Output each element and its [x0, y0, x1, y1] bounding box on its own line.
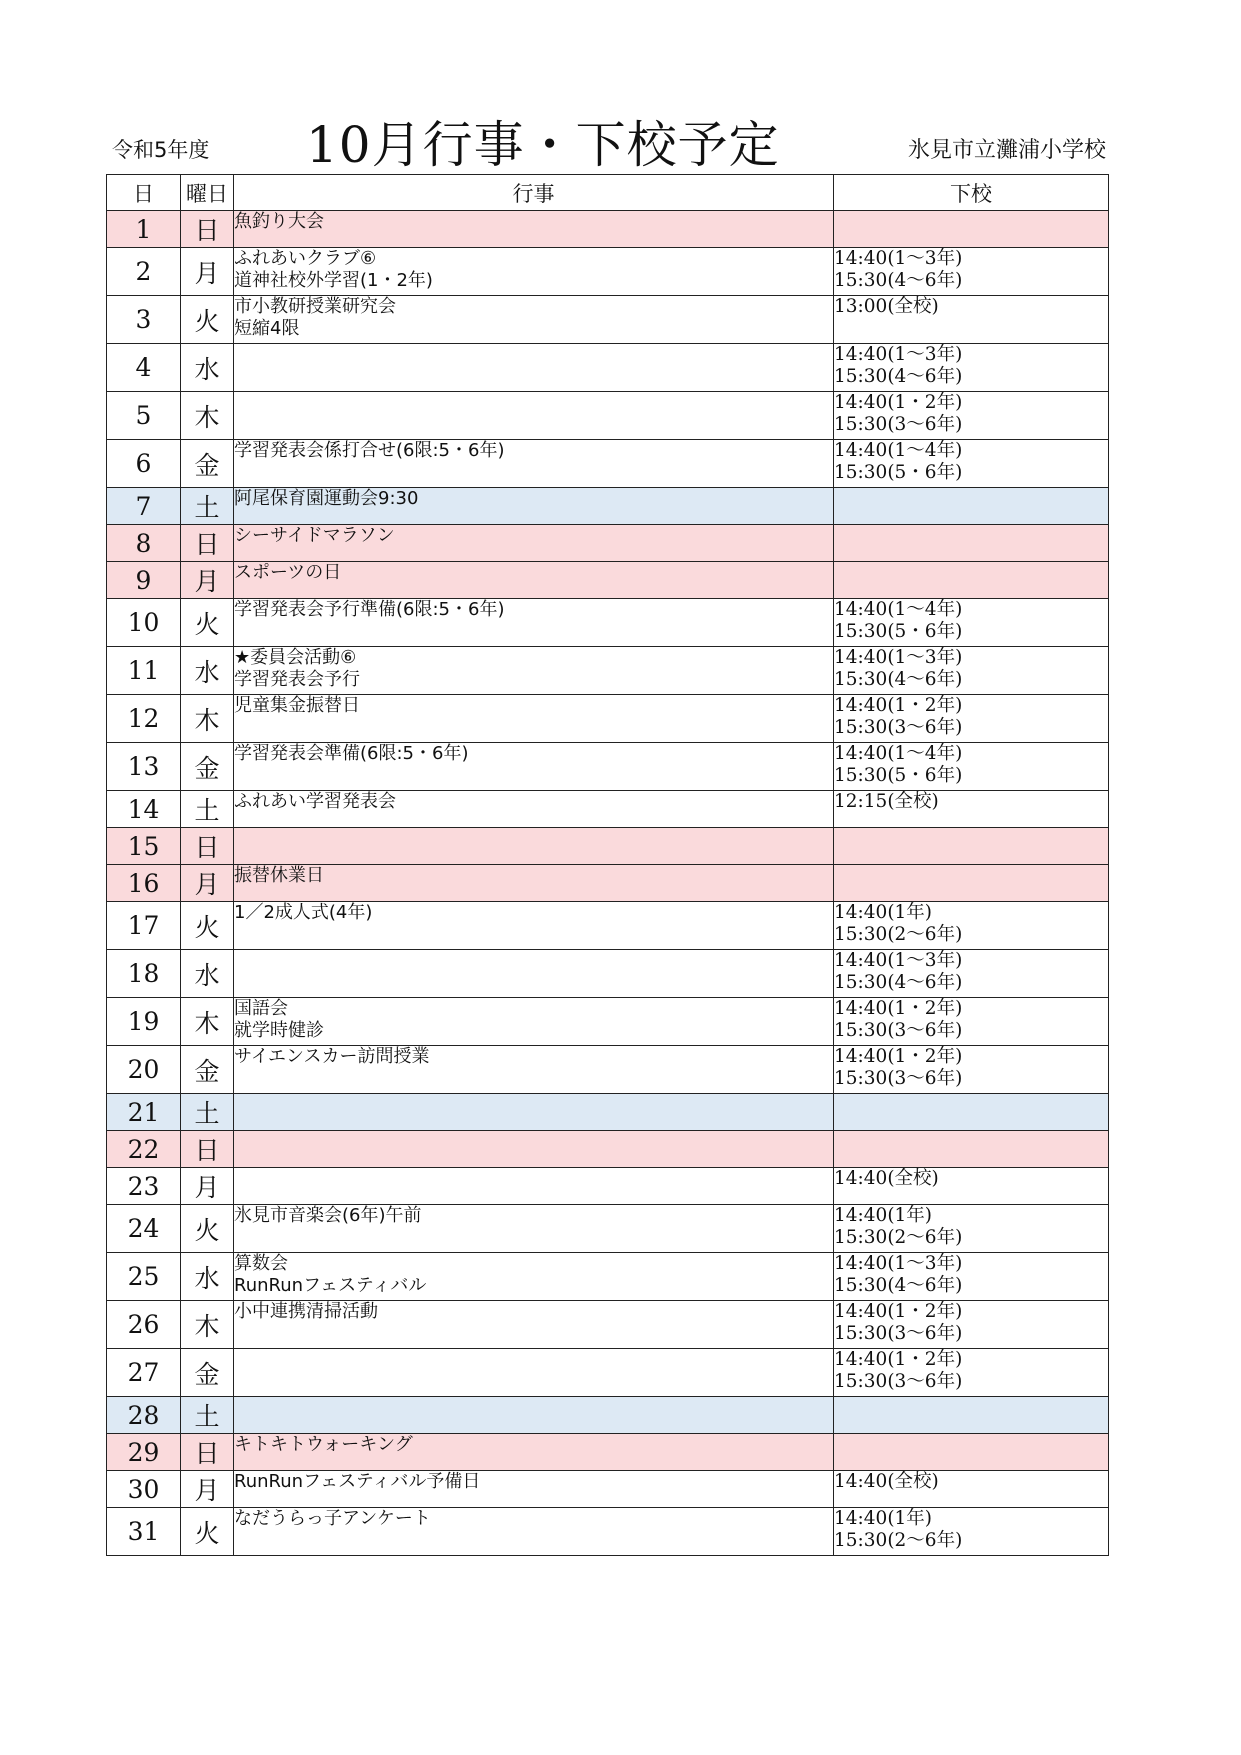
dismissal-time: 13:00(全校) — [834, 296, 939, 317]
weekday-cell: 火 — [181, 1205, 234, 1253]
event-text: 小中連携清掃活動 — [234, 1301, 378, 1322]
weekday-cell: 金 — [181, 1046, 234, 1094]
dismissal-cell — [834, 562, 1109, 599]
dismissal-time: 14:40(1～3年) — [834, 344, 963, 365]
weekday-cell: 木 — [181, 392, 234, 440]
event-text: シーサイドマラソン — [234, 525, 395, 546]
day-cell: 1 — [107, 211, 181, 248]
events-cell — [234, 1397, 834, 1434]
page-header — [106, 110, 1106, 174]
weekday-cell: 月 — [181, 1471, 234, 1508]
table-row — [107, 647, 1109, 695]
dismissal-time: 15:30(4～6年) — [834, 366, 963, 387]
day-cell: 27 — [107, 1349, 181, 1397]
column-header-events: 行事 — [234, 175, 834, 211]
table-row — [107, 1349, 1109, 1397]
events-cell — [234, 1205, 834, 1253]
weekday-cell: 月 — [181, 248, 234, 296]
dismissal-time: 14:40(1～3年) — [834, 950, 963, 971]
events-cell — [234, 1131, 834, 1168]
table-row — [107, 599, 1109, 647]
event-text: 1／2成人式(4年) — [234, 902, 373, 923]
dismissal-time: 15:30(3～6年) — [834, 1068, 963, 1089]
table-row — [107, 828, 1109, 865]
table-row — [107, 392, 1109, 440]
dismissal-cell — [834, 1349, 1109, 1397]
event-text: 市小教研授業研究会 — [234, 296, 396, 317]
table-row — [107, 902, 1109, 950]
events-cell — [234, 1349, 834, 1397]
table-row — [107, 1131, 1109, 1168]
weekday-cell: 水 — [181, 950, 234, 998]
event-text: サイエンスカー訪問授業 — [234, 1046, 430, 1067]
table-row — [107, 1397, 1109, 1434]
column-header-dismissal: 下校 — [834, 175, 1109, 211]
dismissal-cell — [834, 1508, 1109, 1556]
table-row — [107, 1434, 1109, 1471]
dismissal-time: 14:40(1～4年) — [834, 440, 963, 461]
events-cell — [234, 743, 834, 791]
dismissal-cell — [834, 392, 1109, 440]
dismissal-time: 15:30(4～6年) — [834, 270, 963, 291]
events-cell — [234, 599, 834, 647]
dismissal-cell — [834, 1046, 1109, 1094]
dismissal-cell — [834, 950, 1109, 998]
dismissal-time: 14:40(1・2年) — [834, 1046, 963, 1067]
events-cell — [234, 695, 834, 743]
event-text: 短縮4限 — [234, 318, 300, 339]
dismissal-time: 12:15(全校) — [834, 791, 939, 812]
event-text: 魚釣り大会 — [234, 211, 324, 232]
column-header-day: 日 — [107, 175, 181, 211]
day-cell: 21 — [107, 1094, 181, 1131]
weekday-cell: 日 — [181, 828, 234, 865]
day-cell: 29 — [107, 1434, 181, 1471]
table-row — [107, 1168, 1109, 1205]
dismissal-cell — [834, 488, 1109, 525]
events-cell — [234, 791, 834, 828]
dismissal-cell — [834, 1094, 1109, 1131]
day-cell: 20 — [107, 1046, 181, 1094]
dismissal-cell — [834, 647, 1109, 695]
events-cell — [234, 1301, 834, 1349]
dismissal-time: 14:40(1・2年) — [834, 392, 963, 413]
day-cell: 24 — [107, 1205, 181, 1253]
event-text: 振替休業日 — [234, 865, 324, 886]
events-cell — [234, 950, 834, 998]
table-row — [107, 1471, 1109, 1508]
event-text: 学習発表会準備(6限:5・6年) — [234, 743, 469, 764]
dismissal-cell — [834, 344, 1109, 392]
table-row — [107, 1094, 1109, 1131]
event-text: 就学時健診 — [234, 1020, 324, 1041]
day-cell: 28 — [107, 1397, 181, 1434]
day-cell: 23 — [107, 1168, 181, 1205]
table-header-row — [107, 175, 1109, 211]
dismissal-cell — [834, 1471, 1109, 1508]
event-text: ふれあい学習発表会 — [234, 791, 396, 812]
table-row — [107, 791, 1109, 828]
event-text: 学習発表会係打合せ(6限:5・6年) — [234, 440, 505, 461]
events-cell — [234, 998, 834, 1046]
day-cell: 6 — [107, 440, 181, 488]
day-cell: 9 — [107, 562, 181, 599]
weekday-cell: 日 — [181, 1131, 234, 1168]
weekday-cell: 木 — [181, 998, 234, 1046]
table-row — [107, 1205, 1109, 1253]
day-cell: 18 — [107, 950, 181, 998]
dismissal-time: 14:40(1・2年) — [834, 1349, 963, 1370]
dismissal-cell — [834, 1205, 1109, 1253]
weekday-cell: 日 — [181, 1434, 234, 1471]
dismissal-cell — [834, 440, 1109, 488]
events-cell — [234, 344, 834, 392]
dismissal-time: 15:30(4～6年) — [834, 972, 963, 993]
dismissal-time: 14:40(1～3年) — [834, 647, 963, 668]
dismissal-time: 15:30(3～6年) — [834, 414, 963, 435]
event-text: ふれあいクラブ⑥ — [234, 248, 377, 269]
day-cell: 4 — [107, 344, 181, 392]
dismissal-cell — [834, 211, 1109, 248]
day-cell: 5 — [107, 392, 181, 440]
dismissal-cell — [834, 1434, 1109, 1471]
dismissal-cell — [834, 902, 1109, 950]
day-cell: 30 — [107, 1471, 181, 1508]
day-cell: 8 — [107, 525, 181, 562]
dismissal-cell — [834, 1168, 1109, 1205]
dismissal-cell — [834, 525, 1109, 562]
dismissal-time: 14:40(1年) — [834, 902, 933, 923]
dismissal-time: 14:40(全校) — [834, 1471, 939, 1492]
school-name: 氷見市立灘浦小学校 — [907, 138, 1106, 163]
table-row — [107, 211, 1109, 248]
weekday-cell: 日 — [181, 525, 234, 562]
events-cell — [234, 248, 834, 296]
dismissal-time: 14:40(1～3年) — [834, 1253, 963, 1274]
day-cell: 10 — [107, 599, 181, 647]
weekday-cell: 木 — [181, 1301, 234, 1349]
event-text: 児童集金振替日 — [234, 695, 360, 716]
weekday-cell: 土 — [181, 1397, 234, 1434]
dismissal-time: 15:30(5・6年) — [834, 765, 963, 786]
weekday-cell: 月 — [181, 562, 234, 599]
day-cell: 7 — [107, 488, 181, 525]
dismissal-cell — [834, 791, 1109, 828]
events-cell — [234, 488, 834, 525]
day-cell: 15 — [107, 828, 181, 865]
dismissal-cell — [834, 998, 1109, 1046]
dismissal-cell — [834, 1253, 1109, 1301]
dismissal-time: 14:40(1年) — [834, 1508, 933, 1529]
dismissal-cell — [834, 1301, 1109, 1349]
table-row — [107, 998, 1109, 1046]
event-text: RunRunフェスティバル予備日 — [234, 1471, 481, 1492]
events-cell — [234, 1253, 834, 1301]
event-text: 算数会 — [234, 1253, 288, 1274]
event-text: 学習発表会予行準備(6限:5・6年) — [234, 599, 505, 620]
day-cell: 12 — [107, 695, 181, 743]
dismissal-cell — [834, 828, 1109, 865]
event-text: なだうらっ子アンケート — [234, 1508, 431, 1529]
day-cell: 31 — [107, 1508, 181, 1556]
weekday-cell: 金 — [181, 1349, 234, 1397]
table-row — [107, 440, 1109, 488]
dismissal-time: 14:40(1～4年) — [834, 743, 963, 764]
events-cell — [234, 1508, 834, 1556]
events-cell — [234, 1434, 834, 1471]
weekday-cell: 木 — [181, 695, 234, 743]
weekday-cell: 日 — [181, 211, 234, 248]
dismissal-cell — [834, 1397, 1109, 1434]
weekday-cell: 月 — [181, 1168, 234, 1205]
weekday-cell: 水 — [181, 344, 234, 392]
dismissal-cell — [834, 865, 1109, 902]
dismissal-time: 15:30(2～6年) — [834, 1227, 963, 1248]
weekday-cell: 火 — [181, 296, 234, 344]
table-row — [107, 248, 1109, 296]
table-row — [107, 695, 1109, 743]
table-row — [107, 1253, 1109, 1301]
dismissal-cell — [834, 599, 1109, 647]
dismissal-time: 14:40(1・2年) — [834, 695, 963, 716]
events-cell — [234, 392, 834, 440]
table-row — [107, 743, 1109, 791]
weekday-cell: 水 — [181, 647, 234, 695]
events-cell — [234, 525, 834, 562]
event-text: 学習発表会予行 — [234, 669, 360, 690]
weekday-cell: 水 — [181, 1253, 234, 1301]
weekday-cell: 土 — [181, 488, 234, 525]
table-row — [107, 1046, 1109, 1094]
dismissal-time: 15:30(4～6年) — [834, 669, 963, 690]
events-cell — [234, 865, 834, 902]
events-cell — [234, 562, 834, 599]
table-row — [107, 562, 1109, 599]
dismissal-time: 15:30(3～6年) — [834, 717, 963, 738]
dismissal-time: 15:30(4～6年) — [834, 1275, 963, 1296]
dismissal-time: 14:40(1年) — [834, 1205, 933, 1226]
events-cell — [234, 296, 834, 344]
dismissal-time: 14:40(1～3年) — [834, 248, 963, 269]
weekday-cell: 火 — [181, 902, 234, 950]
event-text: 国語会 — [234, 998, 288, 1019]
dismissal-time: 15:30(5・6年) — [834, 462, 963, 483]
dismissal-time: 14:40(1・2年) — [834, 1301, 963, 1322]
events-cell — [234, 440, 834, 488]
table-row — [107, 1508, 1109, 1556]
day-cell: 2 — [107, 248, 181, 296]
table-row — [107, 296, 1109, 344]
dismissal-cell — [834, 296, 1109, 344]
dismissal-time: 15:30(5・6年) — [834, 621, 963, 642]
dismissal-time: 14:40(1・2年) — [834, 998, 963, 1019]
table-row — [107, 1301, 1109, 1349]
day-cell: 16 — [107, 865, 181, 902]
day-cell: 13 — [107, 743, 181, 791]
events-cell — [234, 1168, 834, 1205]
events-cell — [234, 647, 834, 695]
weekday-cell: 金 — [181, 743, 234, 791]
event-text: 道神社校外学習(1・2年) — [234, 270, 433, 291]
dismissal-time: 15:30(3～6年) — [834, 1371, 963, 1392]
events-cell — [234, 902, 834, 950]
event-text: 阿尾保育園運動会9:30 — [234, 488, 419, 509]
dismissal-cell — [834, 695, 1109, 743]
dismissal-time: 15:30(2～6年) — [834, 924, 963, 945]
table-row — [107, 488, 1109, 525]
dismissal-time: 14:40(全校) — [834, 1168, 939, 1189]
table-row — [107, 525, 1109, 562]
events-cell — [234, 828, 834, 865]
day-cell: 22 — [107, 1131, 181, 1168]
event-text: スポーツの日 — [234, 562, 342, 583]
table-row — [107, 865, 1109, 902]
schedule-table — [106, 174, 1109, 1556]
weekday-cell: 火 — [181, 1508, 234, 1556]
event-text: キトキトウォーキング — [234, 1434, 413, 1455]
events-cell — [234, 211, 834, 248]
table-row — [107, 344, 1109, 392]
weekday-cell: 火 — [181, 599, 234, 647]
day-cell: 11 — [107, 647, 181, 695]
column-header-weekday: 曜日 — [181, 175, 234, 211]
event-text: ★委員会活動⑥ — [234, 647, 357, 668]
day-cell: 3 — [107, 296, 181, 344]
fiscal-year-label: 令和5年度 — [112, 138, 210, 162]
schedule-body — [107, 211, 1109, 1556]
day-cell: 19 — [107, 998, 181, 1046]
day-cell: 17 — [107, 902, 181, 950]
dismissal-time: 15:30(3～6年) — [834, 1020, 963, 1041]
day-cell: 14 — [107, 791, 181, 828]
dismissal-cell — [834, 248, 1109, 296]
weekday-cell: 金 — [181, 440, 234, 488]
dismissal-cell — [834, 743, 1109, 791]
dismissal-time: 14:40(1～4年) — [834, 599, 963, 620]
weekday-cell: 月 — [181, 865, 234, 902]
events-cell — [234, 1094, 834, 1131]
weekday-cell: 土 — [181, 791, 234, 828]
dismissal-time: 15:30(2～6年) — [834, 1530, 963, 1551]
events-cell — [234, 1471, 834, 1508]
day-cell: 26 — [107, 1301, 181, 1349]
event-text: 氷見市音楽会(6年)午前 — [234, 1205, 422, 1226]
page-title: 10月行事・下校予定 — [306, 116, 780, 174]
table-row — [107, 950, 1109, 998]
events-cell — [234, 1046, 834, 1094]
dismissal-cell — [834, 1131, 1109, 1168]
day-cell: 25 — [107, 1253, 181, 1301]
dismissal-time: 15:30(3～6年) — [834, 1323, 963, 1344]
weekday-cell: 土 — [181, 1094, 234, 1131]
event-text: RunRunフェスティバル — [234, 1275, 427, 1296]
